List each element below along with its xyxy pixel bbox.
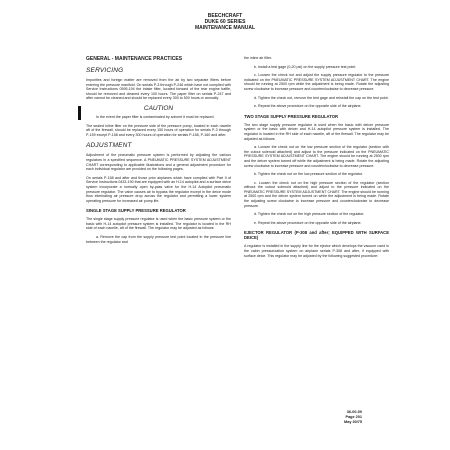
page-footer — [344, 410, 362, 425]
left-column — [86, 56, 231, 248]
header-manual: MAINTENANCE MANUAL — [195, 25, 255, 31]
header-model: DUKE 60 SERIES — [204, 19, 246, 25]
caution-heading: CAUTION — [143, 104, 174, 112]
single-stage-step-a: a. Remove the cap from the supply pressure test point located in the pressure line between the regulator and — [86, 235, 231, 244]
two-stage-step-a: a. Loosen the check nut on the low pressure section of the regulator (section with the cutout solenoid attached) and adjust to the pressure indicated on the PNEUMATIC PRESSURE SYSTEM ADJUSTMENT CHART. The engine should be running at 2500 rpm and the deicer system turned off while the adjustment is being made. Rotate the adjusting screw clockwise to increase pressure and counterclockwise to decrease pressure. — [244, 145, 389, 168]
single-stage-paragraph: The single stage supply pressure regulator is used when the basic pressure system or the basic with H-14 autopilot pressure system is installed. The regulator is located in the RH side of each nacelle, aft of the firewall. The regulator may be adjusted as follows: — [86, 217, 231, 231]
ejector-paragraph: A regulator is installed in the supply line for the ejector which develops the vacuum used in the cabin pressurization system on airplane serials P-308 and after, if equipped with surface deice. This regulator may be adjusted by the following suggested procedure: — [244, 244, 389, 258]
two-stage-step-b: b. Tighten the check nut on the low pressure section of the regulator. — [254, 172, 363, 177]
caution-text: In the event the paper filter is contaminated by solvent it must be replaced. — [96, 114, 215, 119]
ejector-heading: EJECTOR REGULATOR (P-308 and after; EQUIPPED WITH SURFACE DEICE) — [244, 230, 389, 241]
two-stage-paragraph: The two stage supply pressure regulator is used when the basic with deicer pressure system or the basic with deicer and H-14 autopilot pressure system is installed. The regulator is located in the RH side of each nacelle, aft of the firewall. The regulator may be adjusted as follows: — [244, 122, 389, 141]
two-stage-step-e: e. Repeat the above procedure on the opposite side of the airplane. — [254, 220, 362, 225]
chapter-number: 36-00-00 — [346, 410, 362, 414]
continued-text: the inline air filter. — [244, 56, 272, 60]
right-column — [244, 56, 389, 262]
adjustment-paragraph-1: Adjustment of the pneumatic pressure system is performed by adjusting the various regulators in a specified sequence. A PNEUMATIC PRESSURE SYSTEM ADJUSTMENT CHART corresponding to applicable illustrations and a general adjustment procedure for each individual regulator are provided on the following pages. — [86, 153, 231, 172]
single-stage-heading: SINGLE STAGE SUPPLY PRESSURE REGULATOR — [86, 208, 186, 214]
two-stage-step-d: d. Tighten the check nut on the high pressure section of the regulator. — [254, 212, 365, 217]
adjustment-paragraph-2: On serials P-158 and after and those prior airplanes which have complied with Part II of Service Instructions 0433-190 that are equipped with an H-14 autopilot and a surface deice system incorporate a normally open by-pass valve for the H-14 Autopilot pneumatic pressure regulator. The valve causes air to bypass the regulator except in the deice mode thus eliminating air pressure drop across the regulator and permitting a lower system operating pressure for increased air pump life. — [86, 175, 231, 203]
two-stage-heading: TWO STAGE SUPPLY PRESSURE REGULATOR — [244, 113, 338, 119]
single-stage-step-b: b. Install a test gage (0-20 psi) on the supply pressure test point. — [254, 64, 357, 69]
single-stage-step-e: e. Repeat the above procedure on the opposite side of the airplane. — [254, 104, 362, 109]
two-stage-step-c: c. Loosen the check nut on the high pressure section of the regulator (section without the cutout solenoid attached) and adjust to the pressure indicated on the PNEUMATIC PRESSURE SYSTEM ADJUSTMENT CHART. The engine should be running at 2500 rpm and the deicer system turned on while the adjustment is being made. Rotate the adjusting screw clockwise to increase pressure and counterclockwise to decrease pressure. — [244, 180, 389, 208]
page-number: Page 201 — [345, 415, 362, 419]
page-header — [0, 13, 450, 31]
revision-bar — [78, 106, 81, 120]
single-stage-step-d: d. Tighten the check nut, remove the test gage and reinstall the cap on the test point. — [254, 95, 389, 100]
header-brand: BEECHCRAFT — [207, 13, 243, 19]
section-title: GENERAL - MAINTENANCE PRACTICES — [86, 56, 183, 62]
revision-date: May 30/75 — [344, 420, 362, 424]
servicing-heading: SERVICING — [86, 67, 124, 74]
single-stage-step-c: c. Loosen the check nut and adjust the supply pressure regulator to the pressure indicated on the PNEUMATIC PRESSURE SYSTEM ADJUSTMENT CHART. The engine should be running at 2500 rpm while the adjustment is being made. Rotate the adjusting screw clockwise to increase pressure and counterclockwise to decrease pressure. — [244, 73, 389, 91]
adjustment-heading: ADJUSTMENT — [86, 142, 132, 150]
servicing-paragraph-1: Impurities and foreign matter are removed from the air by two separate filters before entering the pressure manifold. On serials P-3 through P-246 which have not complied with Service Instructions 0595-194 the intake filter, located forward of the rear engine baffle, should be removed and cleaned every 100 hours. The paper filter on serials P-247 and after cannot be cleaned and should be replaced every 300 to 500 hours or annually. — [86, 78, 231, 101]
servicing-paragraph-2: The sealed inline filter on the pressure side of the pressure pump, located in each nacelle aft of the firewall, should be replaced every 150 hours of operation for serials P-3 through P-159 except P-158 and every 300 hours of operation for serials P-158, P-160 and after. — [86, 123, 231, 137]
